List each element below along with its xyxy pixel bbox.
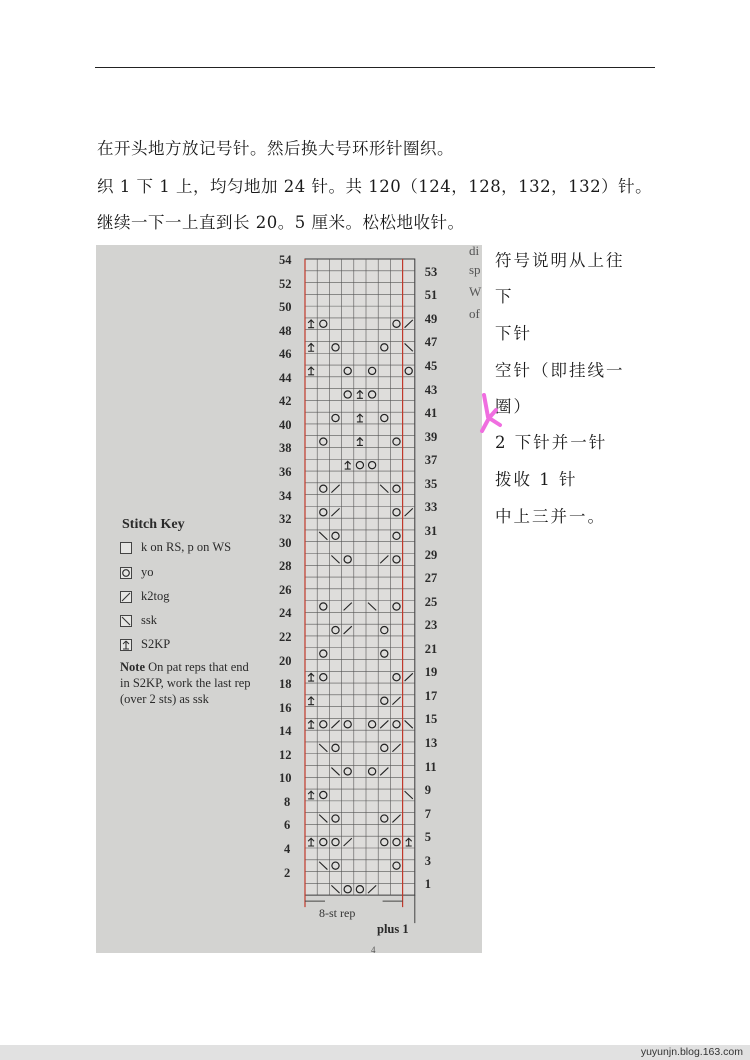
plus-label: plus 1: [377, 922, 409, 936]
right-note-line: 中上三并一。: [495, 507, 606, 526]
row-label-left: 38: [279, 441, 292, 456]
key-item-k2tog: [120, 589, 169, 604]
row-label-right: 25: [424, 594, 438, 609]
row-label-left: 6: [284, 818, 291, 833]
intro-line-2: 织 1 下 1 上，均匀地加 24 针。共 120（124，128，132，132）针。: [97, 177, 653, 196]
s2kp-symbol-icon: [120, 639, 132, 651]
row-label-left: 12: [279, 747, 292, 762]
top-rule: [95, 67, 655, 68]
ssk-symbol-icon: [120, 615, 132, 627]
row-label-right: 31: [424, 523, 438, 538]
row-label-left: 4: [284, 842, 291, 856]
right-note-line: 空针（即挂线一: [495, 361, 625, 380]
row-label-right: 19: [424, 665, 438, 680]
footer-band: [0, 1045, 750, 1060]
row-label-right: 51: [424, 288, 438, 303]
row-label-left: 48: [279, 323, 292, 338]
row-label-right: 17: [424, 688, 438, 703]
row-label-left: 14: [279, 724, 292, 739]
k2tog-symbol-icon: [120, 591, 132, 603]
row-label-left: 34: [279, 488, 292, 503]
row-label-right: 7: [424, 806, 432, 821]
stitch-key-note: [120, 659, 260, 707]
right-note-line: 拨收 1 针: [495, 470, 578, 489]
key-item-ssk: [120, 613, 157, 628]
row-label-right: 15: [424, 712, 438, 727]
row-label-right: 37: [424, 453, 438, 468]
key-label: k on RS, p on WS: [141, 540, 232, 554]
right-note-line: 下针: [495, 324, 532, 343]
bleed-text: sp: [469, 262, 481, 277]
row-label-left: 50: [279, 300, 292, 315]
row-label-right: 11: [424, 759, 437, 774]
row-label-right: 45: [424, 359, 438, 374]
row-label-left: 2: [284, 865, 291, 880]
row-label-right: 47: [424, 335, 438, 350]
bleed-text: di: [469, 243, 480, 258]
row-label-right: 9: [424, 783, 432, 798]
row-label-right: 3: [424, 853, 432, 868]
row-label-right: 41: [424, 406, 438, 421]
key-item-knit: [120, 540, 231, 555]
row-label-right: 33: [424, 500, 438, 515]
yo-symbol-icon: [120, 567, 132, 579]
row-label-right: 27: [424, 571, 438, 586]
knit-symbol-icon: [120, 542, 132, 554]
row-label-right: 39: [424, 429, 438, 444]
key-label: ssk: [141, 613, 157, 627]
page-mark: 4: [371, 945, 376, 953]
note-text: On pat reps that end in S2KP, work the last rep (over 2 sts) as ssk: [120, 660, 251, 706]
row-label-left: 36: [279, 465, 292, 480]
row-label-left: 26: [279, 582, 292, 597]
row-label-left: 52: [279, 276, 292, 291]
key-label: S2KP: [141, 637, 171, 651]
key-label: yo: [141, 565, 154, 579]
row-label-left: 30: [279, 535, 292, 550]
pen-mark-icon: [478, 393, 504, 435]
row-label-right: 23: [424, 618, 438, 633]
row-label-left: 24: [279, 606, 292, 621]
right-note-line: 符号说明从上往: [495, 251, 625, 270]
row-label-left: 28: [279, 559, 292, 574]
key-item-yo: [120, 565, 154, 580]
stitch-key-title: Stitch Key: [122, 517, 185, 532]
row-label-left: 46: [279, 347, 292, 362]
row-label-right: 35: [424, 476, 438, 491]
row-label-right: 5: [424, 830, 432, 845]
right-note-line: 圈）: [495, 397, 532, 416]
intro-line-3: 继续一下一上直到长 20。5 厘米。松松地收针。: [97, 213, 465, 232]
key-item-s2kp: [120, 637, 170, 652]
bleed-text: of: [469, 306, 480, 321]
row-label-left: 42: [279, 394, 292, 409]
row-label-right: 49: [424, 311, 438, 326]
bleed-text: W: [469, 284, 482, 299]
row-label-left: 10: [279, 771, 292, 786]
row-label-right: 53: [424, 264, 438, 279]
row-label-left: 22: [279, 629, 292, 644]
row-label-left: 18: [279, 677, 292, 692]
right-note-line: 2 下针并一针: [495, 433, 608, 452]
intro-line-1: 在开头地方放记号针。然后换大号环形针圈织。: [97, 139, 454, 158]
row-label-left: 16: [279, 700, 292, 715]
row-label-left: 8: [284, 794, 291, 809]
note-bold: Note: [120, 660, 145, 674]
scanned-chart-image: [96, 245, 482, 953]
row-label-right: 1: [424, 877, 432, 892]
row-label-left: 44: [279, 370, 292, 385]
footer-url: yuyunjn.blog.163.com: [640, 1046, 743, 1058]
row-label-right: 29: [424, 547, 438, 562]
row-label-right: 43: [424, 382, 438, 397]
row-label-left: 20: [279, 653, 292, 668]
key-label: k2tog: [141, 589, 170, 603]
row-label-left: 54: [279, 253, 292, 267]
row-label-left: 40: [279, 417, 292, 432]
repeat-label: 8-st rep: [319, 906, 356, 920]
row-label-right: 21: [424, 641, 438, 656]
right-note-line: 下: [495, 287, 514, 306]
row-label-left: 32: [279, 512, 292, 527]
row-label-right: 13: [424, 735, 438, 750]
